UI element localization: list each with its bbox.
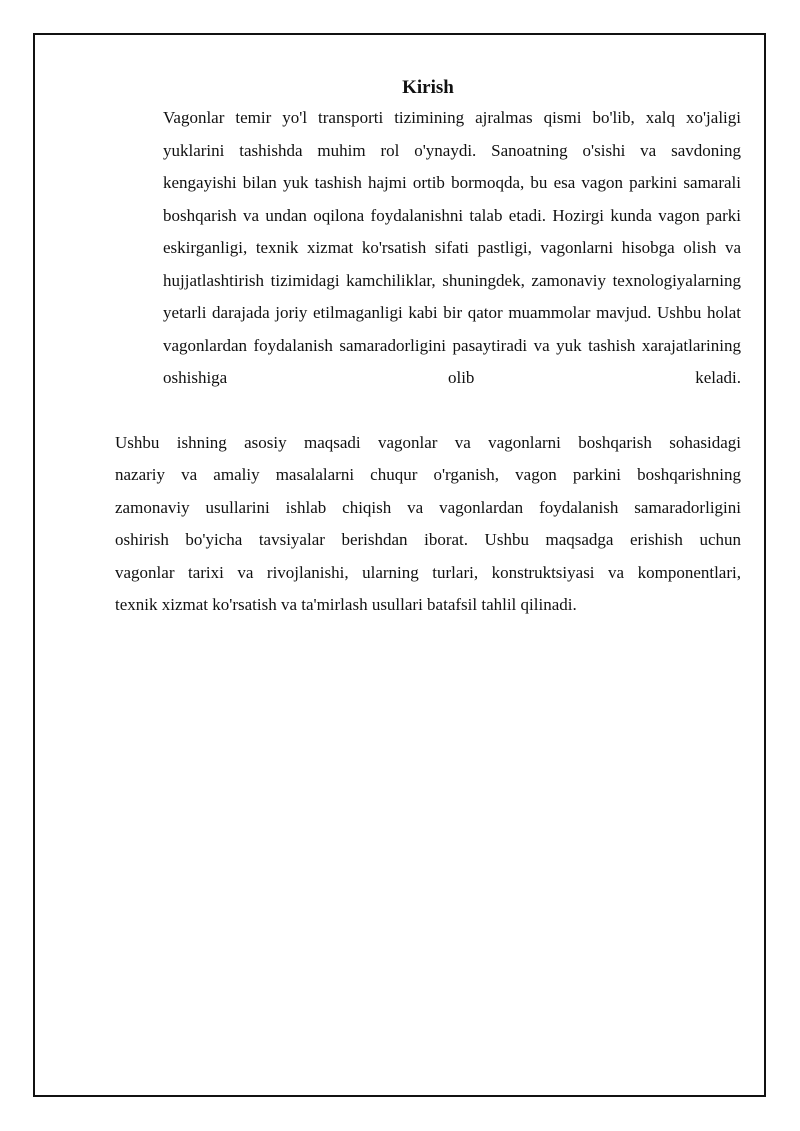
paragraph-line: zamonaviy usullarini ishlab chiqish va vagonlardan foydalanish samaradorligini [115, 497, 741, 517]
paragraph-line: Ushbu ishning asosiy maqsadi vagonlar va vagonlarni boshqarish sohasidagi [115, 432, 741, 452]
paragraph-line: hujjatlashtirish tizimidagi kamchiliklar, shuningdek, zamonaviy texnologiyalarning [163, 270, 741, 290]
paragraph-line: vagonlardan foydalanish samaradorligini pasaytiradi va yuk tashish xarajatlarining [163, 335, 741, 355]
paragraph-spacer [115, 395, 741, 427]
section-title: Kirish [402, 77, 454, 98]
paragraph-line: vagonlar tarixi va rivojlanishi, ularning turlari, konstruktsiyasi va komponentlari, [115, 562, 741, 582]
paragraph-line: Vagonlar temir yo'l transporti tizimining ajralmas qismi bo'lib, xalq xo'jaligi [163, 108, 741, 127]
paragraph-line: kengayishi bilan yuk tashish hajmi ortib bormoqda, bu esa vagon parkini samarali [163, 173, 741, 192]
paragraph-line: oshishiga olib keladi. [163, 368, 741, 387]
paragraph-line: eskirganligi, texnik xizmat ko'rsatish sifati pastligi, vagonlarni hisobga olish va [163, 238, 741, 257]
document-body [115, 76, 741, 622]
paragraph-line: texnik xizmat ko'rsatish va ta'mirlash usullari batafsil tahlil qilinadi. [115, 595, 577, 614]
paragraph-line: yuklarini tashishda muhim rol o'ynaydi. Sanoatning o'sishi va savdoning [163, 140, 741, 160]
paragraph-introduction [115, 102, 741, 395]
paragraph-line: yetarli darajada joriy etilmaganligi kabi bir qator muammolar mavjud. Ushbu holat [163, 303, 741, 322]
paragraph-line: nazariy va amaliy masalalarni chuqur o'rganish, vagon parkini boshqarishning [115, 465, 741, 484]
paragraph-goal [115, 427, 741, 622]
paragraph-line: oshirish bo'yicha tavsiyalar berishdan iborat. Ushbu maqsadga erishish uchun [115, 530, 741, 549]
paragraph-line: boshqarish va undan oqilona foydalanishni talab etadi. Hozirgi kunda vagon parki [163, 205, 741, 225]
